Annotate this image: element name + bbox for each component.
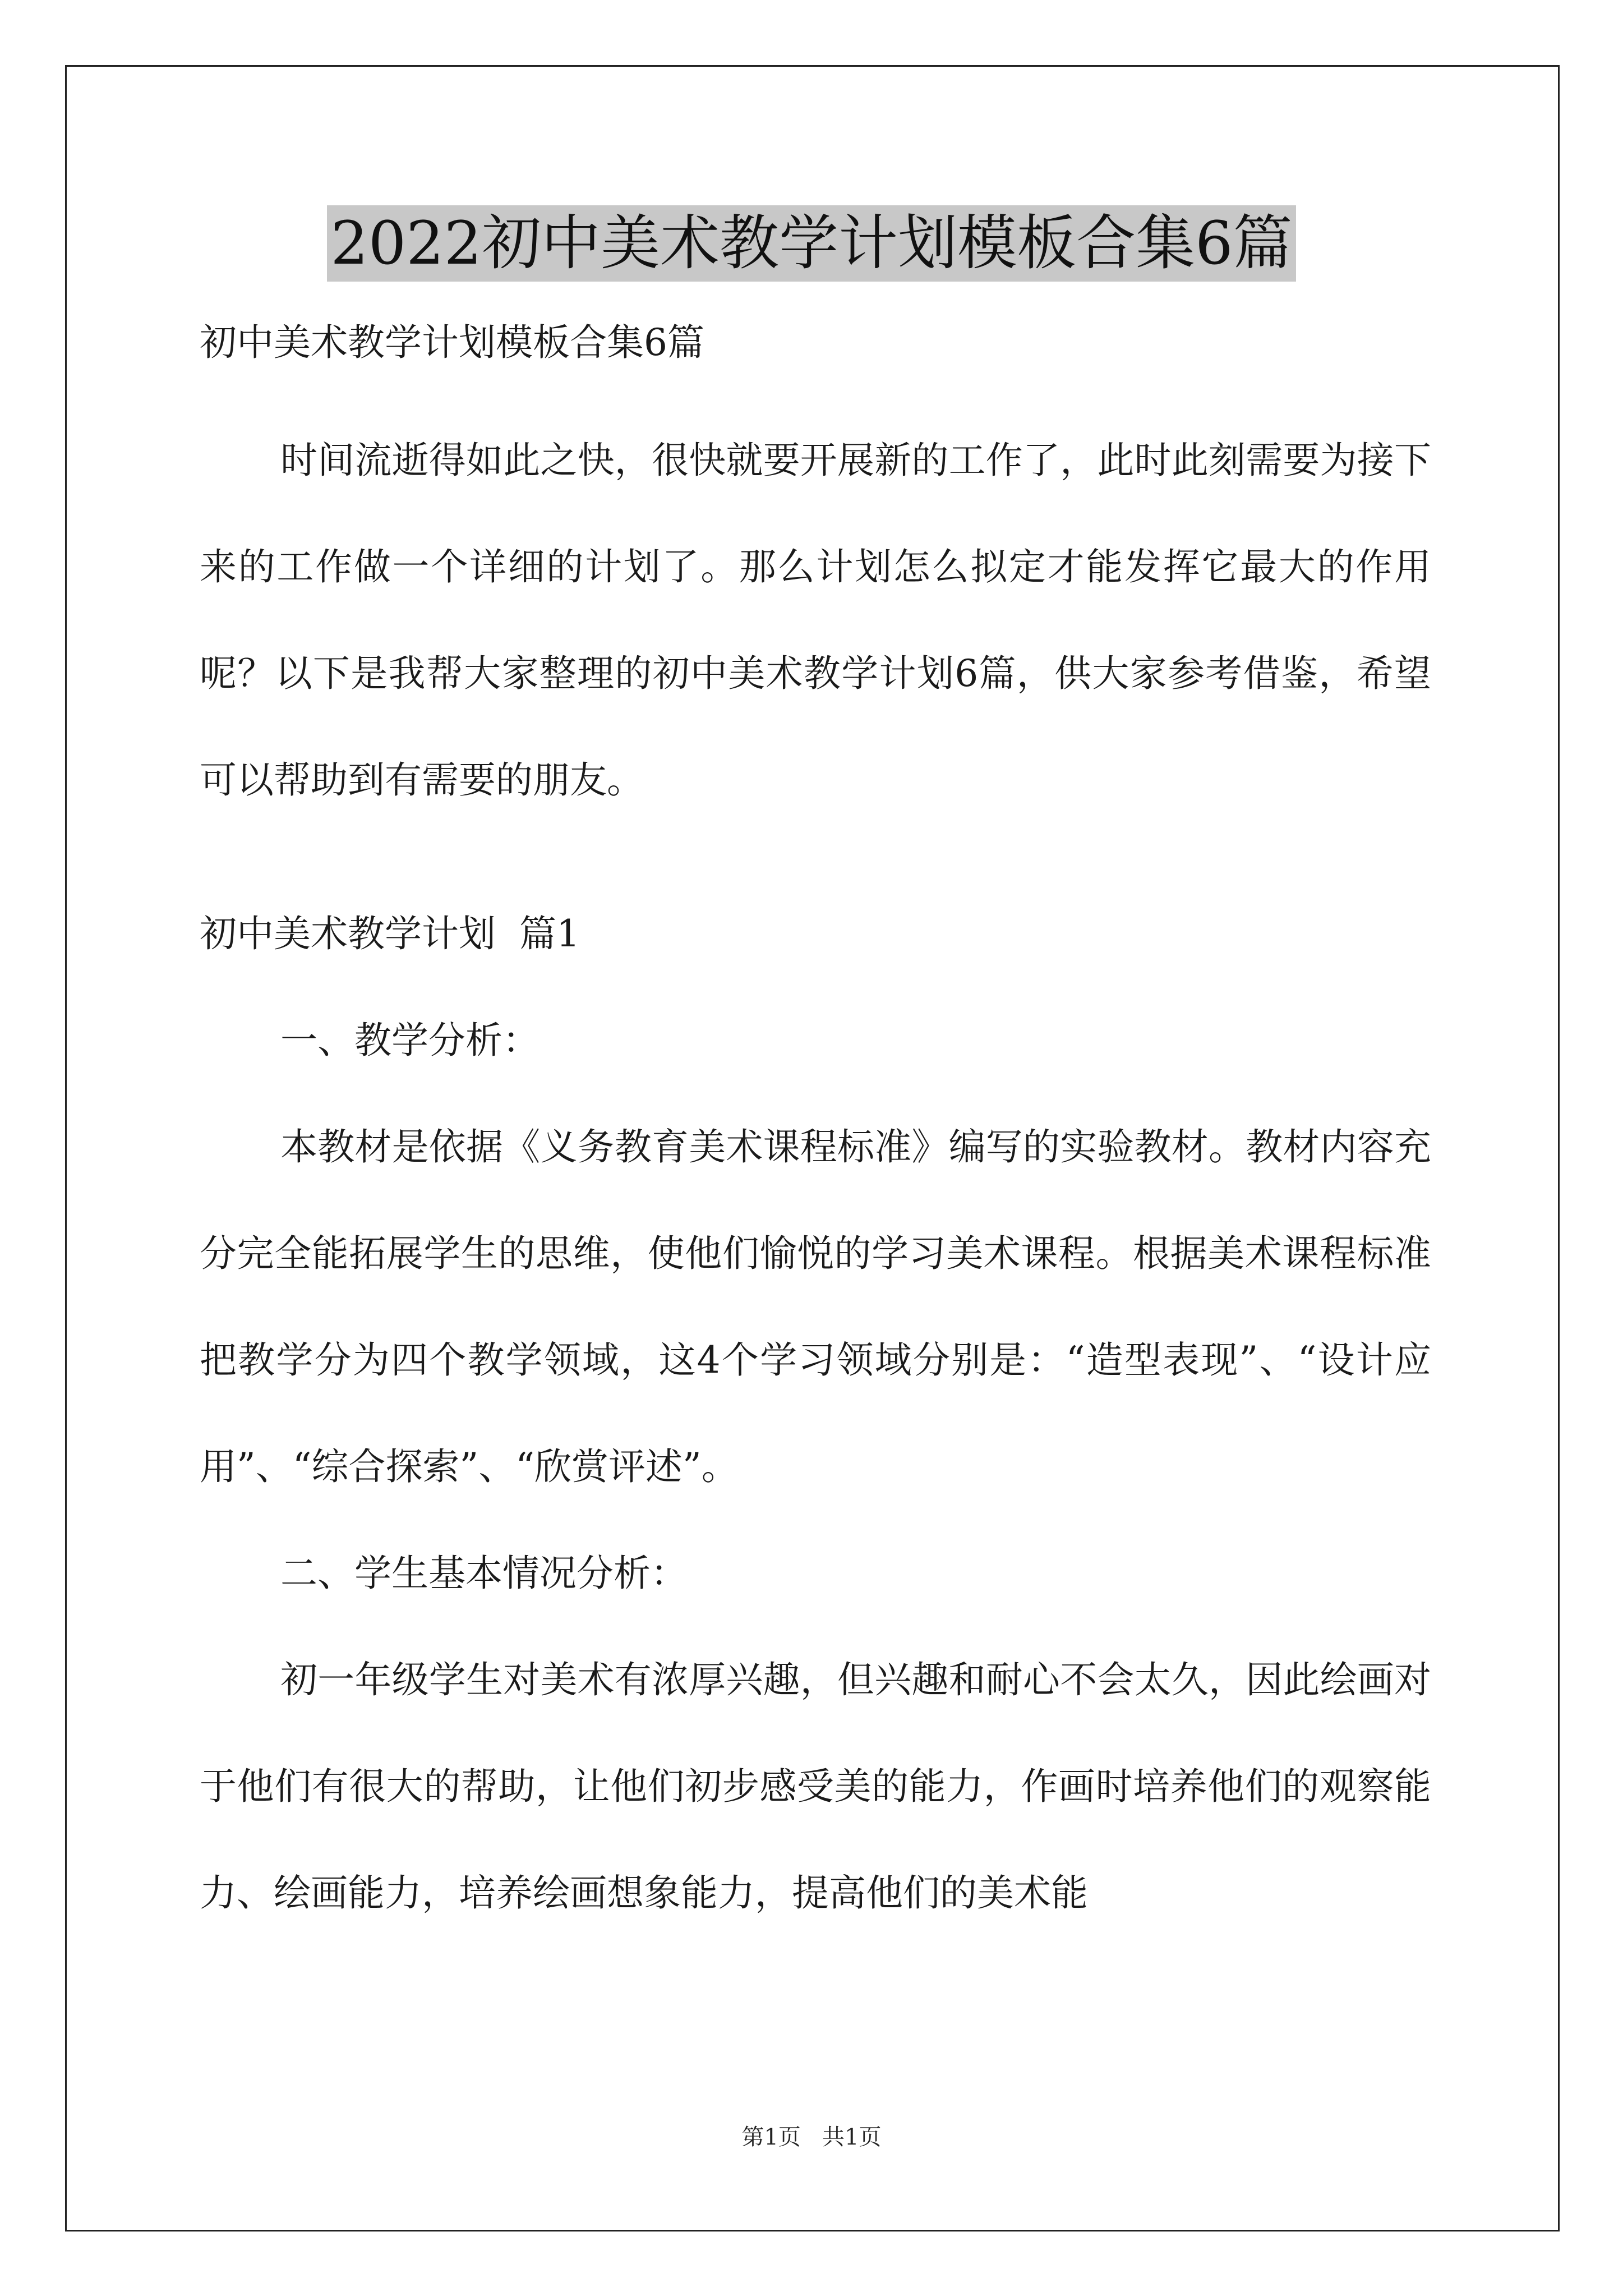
- intro-paragraph: 时间流逝得如此之快，很快就要开展新的工作了，此时此刻需要为接下来的工作做一个详细的计划了。那么计划怎么拟定才能发挥它最大的作用呢？以下是我帮大家整理的初中美术教学计划6篇，供大家参考借鉴，希望可以帮助到有需要的朋友。: [200, 439, 1431, 802]
- paragraph-teaching-analysis: 本教材是依据《义务教育美术课程标准》编写的实验教材。教材内容充分完全能拓展学生的思维，使他们愉悦的学习美术课程。根据美术课程标准把教学分为四个教学领域，这4个学习领域分别是：“造型表现”、“设计应用”、“综合探索”、“欣赏评述”。: [200, 1125, 1431, 1488]
- page-footer: 第1页 共1页: [741, 2124, 882, 2150]
- heading-student-analysis: 二、学生基本情况分析：: [280, 1552, 688, 1595]
- section-title: 初中美术教学计划 篇1: [200, 912, 580, 955]
- section-spacer: [200, 834, 1431, 881]
- document-subtitle: 初中美术教学计划模板合集6篇: [200, 321, 704, 364]
- document-body: [200, 307, 1431, 1947]
- document-title: 2022初中美术教学计划模板合集6篇: [327, 205, 1295, 282]
- title-block: [0, 205, 1623, 282]
- heading-teaching-analysis: 一、教学分析：: [280, 1019, 540, 1062]
- paragraph-student-analysis: 初一年级学生对美术有浓厚兴趣，但兴趣和耐心不会太久，因此绘画对于他们有很大的帮助，让他们初步感受美的能力，作画时培养他们的观察能力、绘画能力，培养绘画想象能力，提高他们的美术能: [200, 1658, 1431, 1915]
